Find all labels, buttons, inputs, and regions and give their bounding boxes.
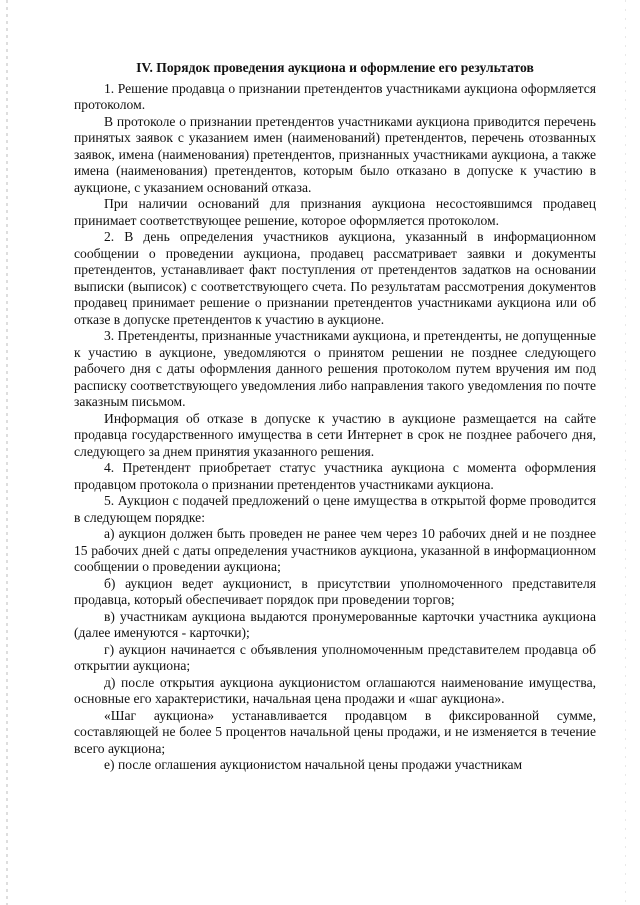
list-item-g: г) аукцион начинается с объявления уполномоченным представителем продавца об открытии аукциона; (74, 641, 596, 673)
list-item-b: б) аукцион ведет аукционист, в присутствии уполномоченного представителя продавца, который обеспечивает порядок при проведении торгов; (74, 575, 596, 607)
paragraph-1: 1. Решение продавца о признании претендентов участниками аукциона оформляется протоколом. (74, 80, 596, 112)
paragraph-4: 2. В день определения участников аукциона, указанный в информационном сообщении о проведении аукциона, продавец рассматривает заявки и документы претендентов, устанавливает факт поступления от претендентов задатков на основании выписки (выписок) с соответствующего счета. По результатам рассмотрения документов продавец принимает решение о признании претендентов участниками аукциона или об отказе в допуске претендентов к участию в аукционе. (74, 229, 596, 327)
list-item-a: а) аукцион должен быть проведен не ранее чем через 10 рабочих дней и не позднее 15 рабочих дней с даты определения участников аукциона, указанной в информационном сообщении о проведении аукциона; (74, 526, 596, 574)
paragraph-6: Информация об отказе в допуске к участию в аукционе размещается на сайте продавца государственного имущества в сети Интернет в срок не позднее рабочего дня, следующего за днем принятия указанного решения. (74, 410, 596, 459)
list-item-v: в) участникам аукциона выдаются пронумерованные карточки участника аукциона (далее именуются - карточки); (74, 608, 596, 640)
list-item-d: д) после открытия аукциона аукционистом оглашаются наименование имущества, основные его характеристики, начальная цена продажи и «шаг аукциона». (74, 674, 596, 706)
paragraph-8: 5. Аукцион с подачей предложений о цене имущества в открытой форме проводится в следующем порядке: (74, 493, 596, 525)
paragraph-7: 4. Претендент приобретает статус участника аукциона с момента оформления продавцом протокола о признании претендентов участниками аукциона. (74, 460, 596, 492)
list-item-e: е) после оглашения аукционистом начальной цены продажи участникам (104, 757, 523, 772)
paragraph-2: В протоколе о признании претендентов участниками аукциона приводится перечень принятых заявок с указанием имен (наименований) претендентов, перечень отозванных заявок, имена (наименования) претендентов, признанных участниками аукциона, а также имена (наименования) претендентов, которым было отказано в допуске к участию в аукционе, с указанием оснований отказа. (74, 113, 596, 195)
section-title: IV. Порядок проведения аукциона и оформление его результатов (136, 60, 534, 75)
paragraph-3: При наличии оснований для признания аукциона несостоявшимся продавец принимает соответствующее решение, которое оформляется протоколом. (74, 196, 596, 228)
paragraph-auction-step: «Шаг аукциона» устанавливается продавцом в фиксированной сумме, составляющей не более 5 процентов начальной цены продажи, и не изменяется в течение всего аукциона; (74, 707, 596, 756)
paragraph-5: 3. Претенденты, признанные участниками аукциона, и претенденты, не допущенные к участию в аукционе, уведомляются о принятом решении не позднее следующего рабочего дня с даты оформления данного решения протоколом путем вручения им под расписку соответствующего уведомления либо направления такого уведомления по почте заказным письмом. (74, 328, 596, 409)
